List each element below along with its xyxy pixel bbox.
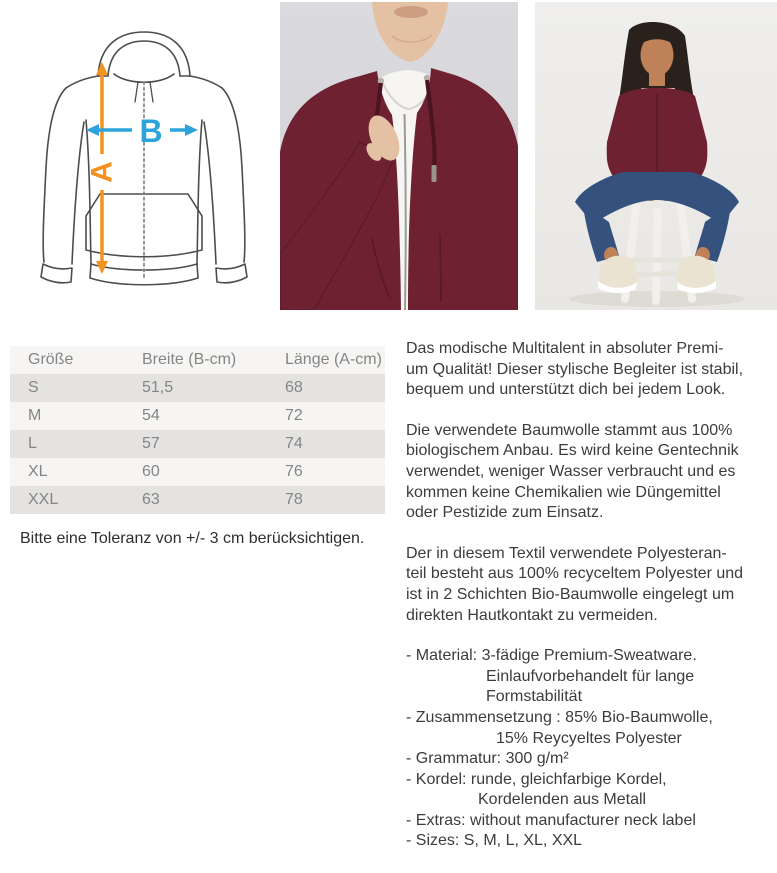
width-label: B [139,113,163,149]
spec-line: Formstabilität [486,688,583,706]
tolerance-note: Bitte eine Toleranz von +/- 3 cm berücksichtigen. [20,530,365,547]
table-cell: 51,5 [142,379,174,396]
text-line: Das modische Multitalent in absoluter Premi- [406,340,724,357]
size-diagram-image[interactable] [18,18,270,308]
table-cell: XL [28,463,48,480]
text-line: teil besteht aus 100% recyceltem Polyester und [406,565,744,583]
size-table [10,346,385,514]
table-cell: 72 [285,407,303,424]
spec-list [406,646,777,852]
description-paragraph [406,339,777,401]
table-row [10,430,385,458]
column-header: Größe [28,351,74,368]
hoodie-measurement-illustration [18,18,270,308]
size-table-body [10,374,385,514]
text-line: Der in diesem Textil verwendete Polyesteran- [406,544,727,562]
spec-line: - Kordel: runde, gleichfarbige Kordel, [406,770,667,788]
text-line: kommen keine Chemikalien wie Düngemittel [406,483,721,501]
spec-line: - Zusammensetzung : 85% Bio-Baumwolle, [406,708,713,726]
text-line: um Qualität! Dieser stylische Begleiter ist stabil, [406,360,744,378]
table-cell: 68 [285,379,303,396]
table-cell: 54 [142,407,160,424]
table-cell: 60 [142,463,160,480]
spec-line: - Extras: without manufacturer neck label [406,811,696,829]
spec-line: - Sizes: S, M, L, XL, XXL [406,832,583,850]
hoodie-sketch [41,32,247,285]
table-cell: 76 [285,463,303,480]
model-illustration [535,2,777,310]
text-line: biologischem Anbau. Es wird keine Gentechnik [406,442,739,460]
product-photo-model[interactable] [535,2,777,310]
table-cell: 57 [142,435,160,452]
table-cell: L [28,435,37,452]
spec-line: Kordelenden aus Metall [478,791,647,809]
table-cell: XXL [28,491,59,508]
text-line: direkten Hautkontakt zu vermeiden. [406,606,658,624]
description-paragraph [406,544,777,626]
table-cell: 78 [285,491,303,508]
product-photo-closeup[interactable] [280,2,518,310]
table-row [10,402,385,430]
table-cell: 63 [142,491,160,508]
product-description [406,339,777,852]
text-line: Die verwendete Baumwolle stammt aus 100% [406,421,733,439]
length-label: A [85,161,119,183]
size-table-header-row [10,346,385,374]
text-line: verwendet, weniger Wasser verbraucht und es [406,462,736,480]
spec-line: 15% Reycyeltes Polyester [496,729,682,747]
column-header: Länge (A-cm) [285,351,382,368]
spec-line: - Grammatur: 300 g/m² [406,750,569,768]
table-row [10,486,385,514]
description-paragraph [406,421,777,524]
model-scene [535,2,777,310]
table-cell: M [28,407,42,424]
table-row [10,458,385,486]
closeup-illustration [280,2,518,310]
column-header: Breite (B-cm) [142,351,237,368]
closeup-scene [280,2,518,310]
table-row [10,374,385,402]
text-line: ist in 2 Schichten Bio-Baumwolle eingelegt um [406,585,735,603]
text-line: bequem und unterstützt dich bei jedem Look. [406,381,726,399]
table-cell: 74 [285,435,303,452]
description-paragraphs [406,339,777,626]
spec-line: Einlaufvorbehandelt für lange [486,667,695,685]
table-cell: S [28,379,39,396]
text-line: oder Pestizide zum Einsatz. [406,504,604,522]
spec-line: - Material: 3-fädige Premium-Sweatware. [406,647,697,665]
